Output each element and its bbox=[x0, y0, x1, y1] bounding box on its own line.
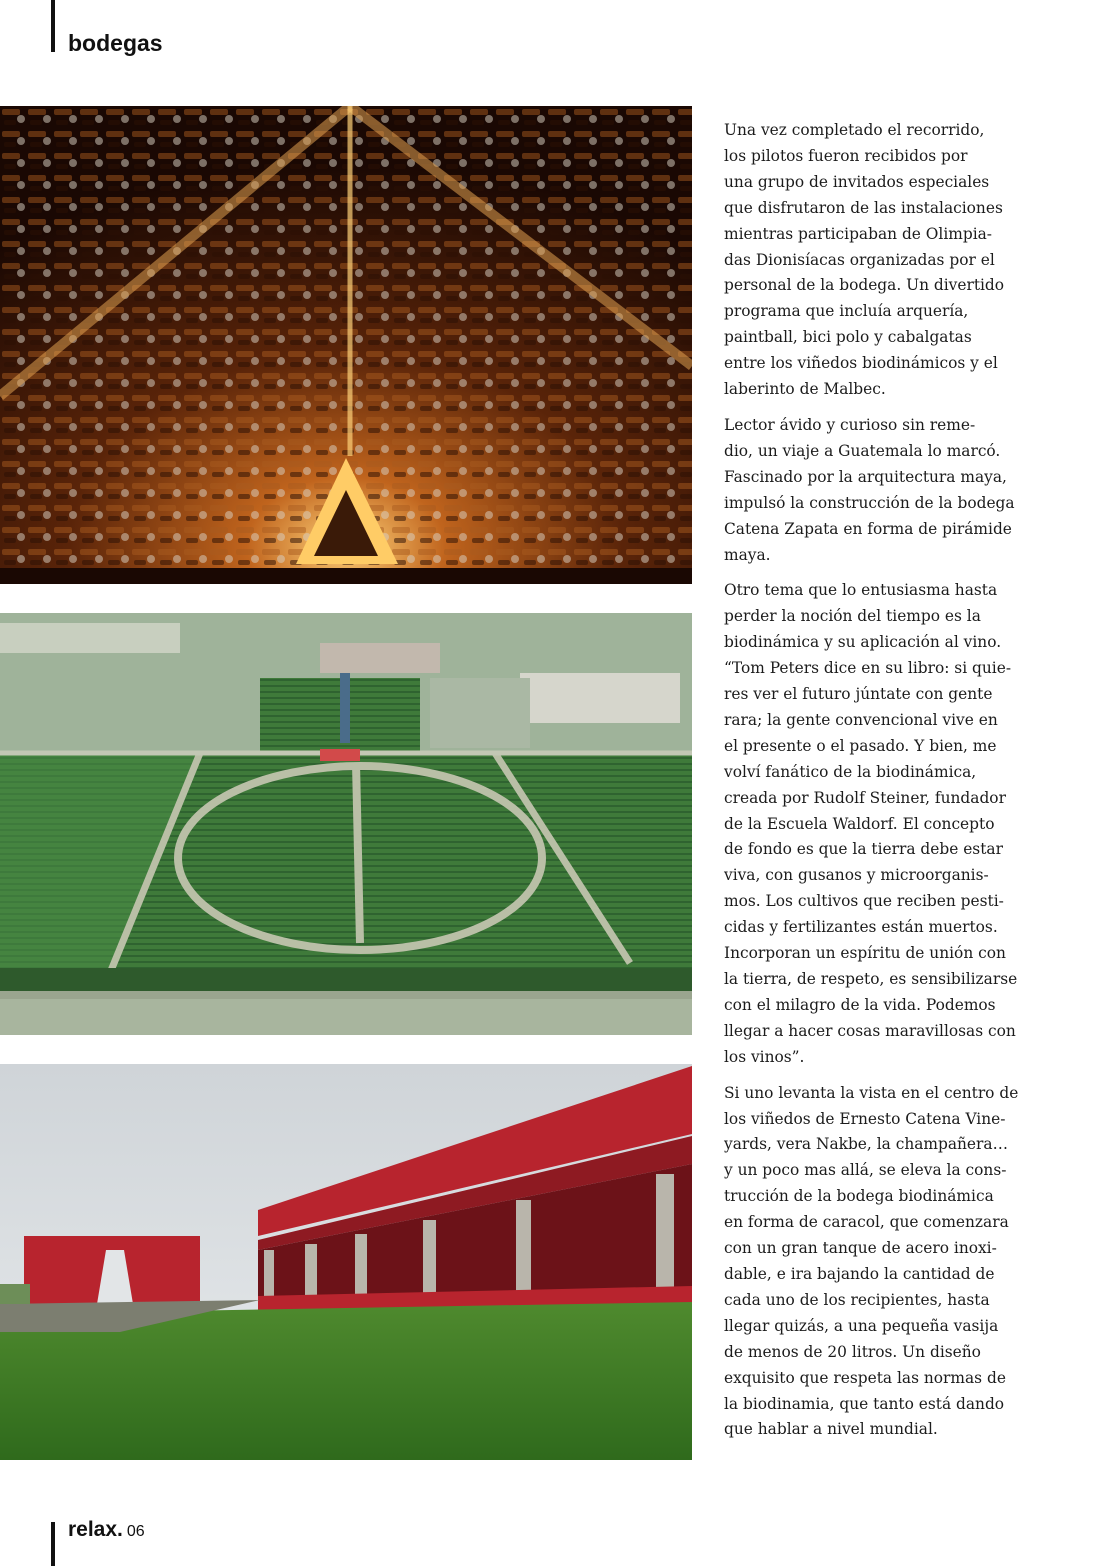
text-line: maya. bbox=[724, 545, 771, 564]
text-line: res ver el futuro júntate con gente bbox=[724, 685, 993, 704]
aerial-vineyard-photo bbox=[0, 613, 692, 1035]
text-line: Fascinado por la arquitectura maya, bbox=[724, 467, 1007, 486]
text-line: laberinto de Malbec. bbox=[724, 380, 886, 399]
text-line: biodinámica y su aplicación al vino. bbox=[724, 633, 1002, 652]
article-body bbox=[724, 118, 1024, 1453]
text-line: de la Escuela Waldorf. El concepto bbox=[724, 814, 995, 833]
text-line: exquisito que respeta las normas de bbox=[724, 1368, 1006, 1387]
text-line: Incorporan un espíritu de unión con bbox=[724, 944, 1006, 963]
article-paragraph-1 bbox=[724, 118, 1024, 403]
text-line: yards, vera Nakbe, la champañera… bbox=[724, 1135, 1008, 1154]
text-line: con el milagro de la vida. Podemos bbox=[724, 995, 996, 1014]
text-line: impulsó la construcción de la bodega bbox=[724, 493, 1015, 512]
pyramid-cellar-photo bbox=[0, 106, 692, 584]
text-line: personal de la bodega. Un divertido bbox=[724, 276, 1005, 295]
text-line: llegar quizás, a una pequeña vasija bbox=[724, 1316, 999, 1335]
footer-rule bbox=[51, 1522, 55, 1566]
text-line: en forma de caracol, que comenzara bbox=[724, 1213, 1009, 1232]
header-rule bbox=[51, 0, 55, 52]
text-line: el presente o el pasado. Y bien, me bbox=[724, 736, 997, 755]
text-line: los pilotos fueron recibidos por bbox=[724, 146, 968, 165]
text-line: llegar a hacer cosas maravillosas con bbox=[724, 1021, 1016, 1040]
text-line: Una vez completado el recorrido, bbox=[724, 121, 985, 139]
text-line: con un gran tanque de acero inoxi- bbox=[724, 1239, 997, 1258]
red-winery-photo bbox=[0, 1064, 692, 1460]
text-line: de fondo es que la tierra debe estar bbox=[724, 840, 1003, 859]
page-number: 06 bbox=[126, 1523, 145, 1540]
text-line: trucción de la bodega biodinámica bbox=[724, 1187, 994, 1206]
text-line: los vinos”. bbox=[724, 1047, 805, 1066]
text-line: entre los viñedos biodinámicos y el bbox=[724, 354, 998, 373]
text-line: volví fanático de la biodinámica, bbox=[724, 762, 977, 781]
magazine-brand: relax. bbox=[68, 1518, 123, 1541]
text-line: que hablar a nivel mundial. bbox=[724, 1420, 938, 1439]
text-line: cidas y fertilizantes están muertos. bbox=[724, 918, 998, 937]
text-line: la tierra, de respeto, es sensibilizarse bbox=[724, 970, 1018, 988]
article-paragraph-3 bbox=[724, 578, 1024, 1070]
text-line: Lector ávido y curioso sin reme- bbox=[724, 415, 976, 434]
page-footer bbox=[68, 1518, 145, 1542]
text-line: programa que incluía arquería, bbox=[724, 302, 969, 321]
text-line: dable, e ira bajando la cantidad de bbox=[724, 1264, 995, 1283]
text-line: Catena Zapata en forma de pirámide bbox=[724, 519, 1012, 538]
text-line: viva, con gusanos y microorganis- bbox=[724, 866, 989, 885]
text-line: perder la noción del tiempo es la bbox=[724, 607, 981, 626]
article-paragraph-2 bbox=[724, 413, 1024, 568]
article-paragraph-4 bbox=[724, 1081, 1024, 1444]
text-line: das Dionisíacas organizadas por el bbox=[724, 250, 995, 269]
text-line: Otro tema que lo entusiasma hasta bbox=[724, 581, 998, 600]
text-line: los viñedos de Ernesto Catena Vine- bbox=[724, 1109, 1006, 1128]
text-line: mientras participaban de Olimpia- bbox=[724, 224, 992, 243]
text-line: que disfrutaron de las instalaciones bbox=[724, 198, 1003, 217]
text-line: creada por Rudolf Steiner, fundador bbox=[724, 788, 1006, 807]
text-line: y un poco mas allá, se eleva la cons- bbox=[724, 1161, 1007, 1180]
text-line: la biodinamia, que tanto está dando bbox=[724, 1394, 1005, 1413]
text-line: de menos de 20 litros. Un diseño bbox=[724, 1342, 981, 1361]
text-line: una grupo de invitados especiales bbox=[724, 172, 990, 191]
section-label: bodegas bbox=[68, 30, 163, 56]
text-line: rara; la gente convencional vive en bbox=[724, 710, 998, 729]
text-line: “Tom Peters dice en su libro: si quie- bbox=[724, 659, 1012, 678]
text-line: dio, un viaje a Guatemala lo marcó. bbox=[724, 441, 1001, 460]
text-line: cada uno de los recipientes, hasta bbox=[724, 1290, 990, 1309]
text-line: mos. Los cultivos que reciben pesti- bbox=[724, 892, 1004, 911]
text-line: paintball, bici polo y cabalgatas bbox=[724, 328, 972, 347]
text-line: Si uno levanta la vista en el centro de bbox=[724, 1083, 1019, 1102]
